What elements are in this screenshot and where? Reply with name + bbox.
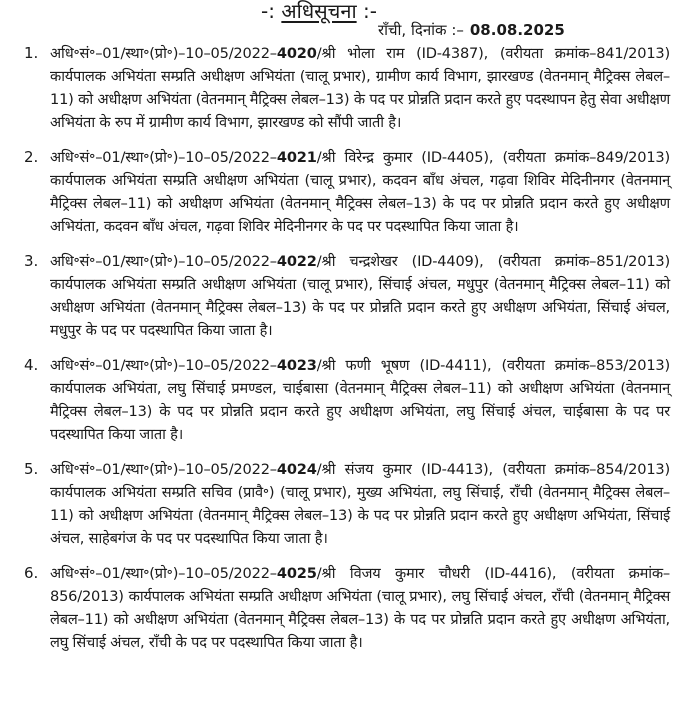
notification-list: [20, 42, 670, 666]
item-text: [50, 458, 670, 550]
item-body: /श्री चन्द्रशेखर (ID-4409), (वरीयता क्रमांक–851/2013) कार्यपालक अभियंता सम्प्रति अधीक्षण अभियंता (चालू प्रभार), सिंचाई अंचल, मधुपुर (वेतनमान् मैट्रिक्स लेबल–11) को अधीक्षण अभियंता (वेतनमान् मैट्रिक्स लेबल–13) के पद पर प्रोन्नति प्रदान करते हुए अधीक्षण अभियंता, सिंचाई अंचल, मधुपुर के पद पर पदस्थापित किया जाता है।: [50, 253, 670, 339]
notification-item: [20, 354, 670, 446]
item-body: /श्री संजय कुमार (ID-4413), (वरीयता क्रमांक–854/2013) कार्यपालक अभियंता सम्प्रति सचिव (प्रावै॰) (चालू प्रभार), मुख्य अभियंता, लघु सिंचाई, राँची (वेतनमान् मैट्रिक्स लेबल–11) को अधीक्षण अभियंता (वेतनमान् मैट्रिक्स लेबल–13) के पद पर प्रोन्नति प्रदान करते हुए अधीक्षण अभियंता, सिंचाई अंचल, साहेबगंज के पद पर पदस्थापित किया जाता है।: [50, 461, 670, 547]
ref-number: 4022: [276, 253, 317, 270]
item-text: [50, 42, 670, 134]
item-number: 5.: [24, 460, 39, 478]
item-number: 4.: [24, 356, 39, 374]
notification-item: [20, 562, 670, 654]
item-body: /श्री फणी भूषण (ID-4411), (वरीयता क्रमांक–853/2013) कार्यपालक अभियंता, लघु सिंचाई प्रमण्डल, चाईबासा (वेतनमान् मैट्रिक्स लेबल–11) को अधीक्षण अभियंता (वेतनमान् मैट्रिक्स लेबल–13) के पद पर प्रोन्नति प्रदान करते हुए अधीक्षण अभियंता, लघु सिंचाई अंचल, चाईबासा के पद पर पदस्थापित किया जाता है।: [50, 357, 670, 443]
ref-prefix: अधि॰सं॰–01/स्था॰(प्रो॰)–10–05/2022–: [50, 253, 277, 270]
item-number: 1.: [24, 44, 39, 62]
notification-item: [20, 146, 670, 238]
item-text: [50, 354, 670, 446]
title-prefix: -:: [261, 0, 275, 23]
item-number: 2.: [24, 148, 39, 166]
ref-prefix: अधि॰सं॰–01/स्था॰(प्रो॰)–10–05/2022–: [50, 461, 277, 478]
ref-prefix: अधि॰सं॰–01/स्था॰(प्रो॰)–10–05/2022–: [50, 45, 277, 62]
ref-number: 4023: [276, 357, 317, 374]
ref-number: 4025: [276, 565, 317, 582]
ref-prefix: अधि॰सं॰–01/स्था॰(प्रो॰)–10–05/2022–: [50, 149, 277, 166]
item-number: 6.: [24, 564, 39, 582]
date-value: 08.08.2025: [469, 21, 565, 39]
title-text: अधिसूचना: [281, 0, 357, 23]
item-body: /श्री भोला राम (ID-4387), (वरीयता क्रमांक–841/2013) कार्यपालक अभियंता सम्प्रति अधीक्षण अभियंता (चालू प्रभार), ग्रामीण कार्य विभाग, झारखण्ड (वेतनमान् मैट्रिक्स लेबल–11) को अधीक्षण अभियंता (वेतनमान् मैट्रिक्स लेबल–13) के पद पर प्रोन्नति प्रदान करते हुए पदस्थापन हेतु सेवा अधीक्षण अभियंता के रुप में ग्रामीण कार्य विभाग, झारखण्ड को सौंपी जाती है।: [50, 45, 670, 131]
place-date-line: [378, 20, 565, 40]
notification-item: [20, 458, 670, 550]
ref-prefix: अधि॰सं॰–01/स्था॰(प्रो॰)–10–05/2022–: [50, 357, 277, 374]
notification-item: [20, 42, 670, 134]
item-text: [50, 562, 670, 654]
item-text: [50, 146, 670, 238]
ref-number: 4020: [276, 45, 317, 62]
item-body: /श्री विरेन्द्र कुमार (ID-4405), (वरीयता क्रमांक–849/2013) कार्यपालक अभियंता सम्प्रति अधीक्षण अभियंता (चालू प्रभार), कदवन बाँध अंचल, गढ़वा शिविर मेदिनीनगर (वेतनमान् मैट्रिक्स लेबल–11) को अधीक्षण अभियंता (वेतनमान् मैट्रिक्स लेबल–13) के पद पर प्रोन्नति प्रदान करते हुए अधीक्षण अभियंता, कदवन बाँध अंचल, गढ़वा शिविर मेदिनीनगर के पद पर पदस्थापित किया जाता है।: [50, 149, 670, 235]
ref-prefix: अधि॰सं॰–01/स्था॰(प्रो॰)–10–05/2022–: [50, 565, 277, 582]
notification-item: [20, 250, 670, 342]
place-label: राँची, दिनांक :–: [378, 21, 464, 39]
item-text: [50, 250, 670, 342]
item-body: /श्री विजय कुमार चौधरी (ID-4416), (वरीयता क्रमांक–856/2013) कार्यपालक अभियंता सम्प्रति अधीक्षण अभियंता (चालू प्रभार), लघु सिंचाई अंचल, राँची (वेतनमान् मैट्रिक्स लेबल–11) को अधीक्षण अभियंता (वेतनमान् मैट्रिक्स लेबल–13) के पद पर प्रोन्नति प्रदान करते हुए अधीक्षण अभियंता, लघु सिंचाई अंचल, राँची के पद पर पदस्थापित किया जाता है।: [50, 565, 670, 651]
title-suffix: :-: [362, 0, 377, 23]
document-title: [0, 0, 668, 22]
ref-number: 4024: [276, 461, 317, 478]
ref-number: 4021: [276, 149, 317, 166]
item-number: 3.: [24, 252, 39, 270]
